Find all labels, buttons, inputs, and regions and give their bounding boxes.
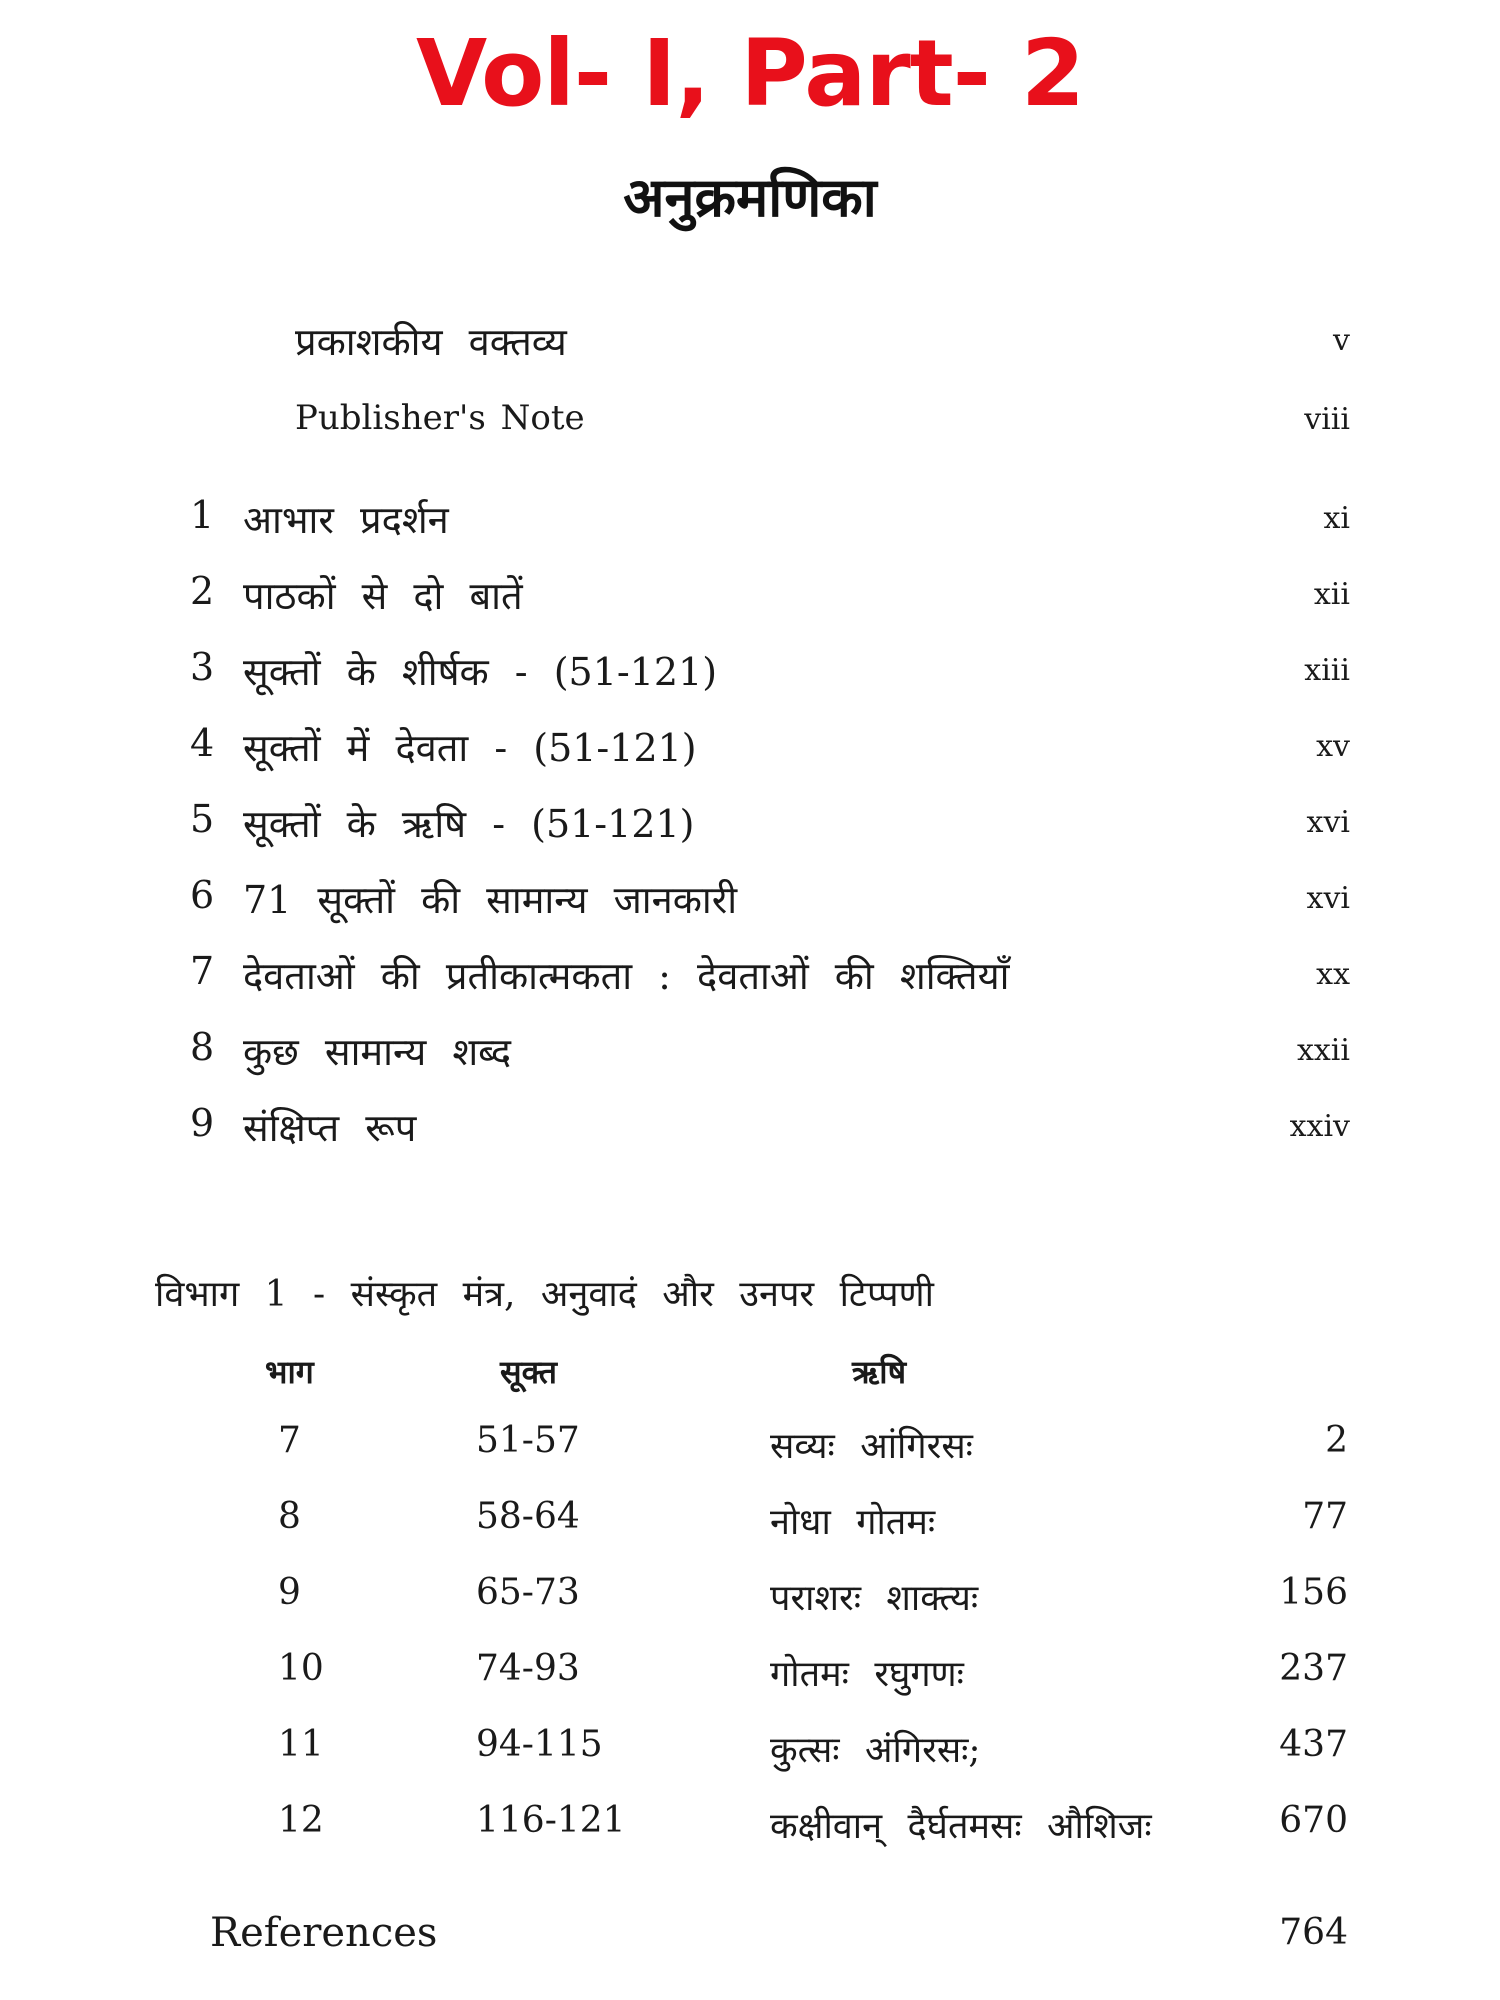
toc-preface-page: viii [1304, 402, 1350, 437]
toc-item-label: देवताओं की प्रतीकात्मकता : देवताओं की शक्तियाँ [243, 954, 1010, 998]
page-number: 2 [1325, 1420, 1348, 1461]
toc-item-page: xi [1323, 501, 1350, 536]
toc-item-number: 5 [190, 797, 215, 841]
part-number: 8 [278, 1496, 301, 1537]
column-header-rishi: ऋषि [852, 1353, 907, 1391]
rishi-name: सव्यः आंगिरसः [770, 1426, 973, 1467]
toc-item-row [0, 645, 1500, 705]
toc-item-page: xxii [1296, 1033, 1350, 1068]
toc-item-row [0, 569, 1500, 629]
toc-item-label: सूक्तों के शीर्षक - (51-121) [243, 650, 718, 694]
sukta-range: 65-73 [476, 1572, 580, 1613]
toc-item-page: xiii [1304, 653, 1350, 688]
toc-item-row [0, 873, 1500, 933]
sukta-range: 51-57 [476, 1420, 580, 1461]
table-row [0, 1420, 1500, 1480]
toc-item-row [0, 949, 1500, 1009]
references-page: 764 [1279, 1912, 1348, 1953]
rishi-name: नोधा गोतमः [770, 1502, 936, 1543]
rishi-name: कक्षीवान् दैर्घतमसः औशिजः [770, 1806, 1152, 1847]
table-row [0, 1648, 1500, 1708]
toc-preface-row [0, 315, 1500, 375]
toc-item-label: सूक्तों के ऋषि - (51-121) [243, 802, 695, 846]
part-number: 10 [278, 1648, 324, 1689]
toc-item-label: आभार प्रदर्शन [243, 498, 449, 542]
toc-preface-page: v [1333, 323, 1350, 358]
page-number: 156 [1279, 1572, 1348, 1613]
column-header-sukta: सूक्त [500, 1353, 558, 1391]
toc-item-page: xvi [1306, 805, 1350, 840]
toc-item-row [0, 721, 1500, 781]
rishi-name: गोतमः रघुगणः [770, 1654, 964, 1695]
toc-item-page: xx [1316, 957, 1350, 992]
section-heading: विभाग 1 - संस्कृत मंत्र, अनुवादं और उनपर टिप्पणी [155, 1274, 934, 1315]
page-number: 437 [1279, 1724, 1348, 1765]
toc-item-number: 1 [190, 493, 215, 537]
toc-item-page: xvi [1306, 881, 1350, 916]
sukta-range: 116-121 [476, 1800, 626, 1841]
toc-item-label: कुछ सामान्य शब्द [243, 1030, 511, 1074]
sukta-range: 94-115 [476, 1724, 603, 1765]
references-label: References [210, 1910, 438, 1956]
part-number: 12 [278, 1800, 324, 1841]
toc-item-page: xv [1316, 729, 1350, 764]
toc-item-number: 4 [190, 721, 215, 765]
volume-title: Vol- I, Part- 2 [416, 20, 1084, 127]
page-number: 77 [1302, 1496, 1348, 1537]
toc-item-number: 7 [190, 949, 215, 993]
column-header-part: भाग [265, 1353, 314, 1391]
table-row [0, 1496, 1500, 1556]
part-number: 9 [278, 1572, 301, 1613]
toc-item-label: संक्षिप्त रूप [243, 1106, 417, 1150]
part-number: 7 [278, 1420, 301, 1461]
table-row [0, 1800, 1500, 1860]
toc-heading: अनुक्रमणिका [623, 165, 877, 229]
toc-item-number: 6 [190, 873, 215, 917]
toc-item-row [0, 493, 1500, 553]
toc-item-page: xxiv [1289, 1109, 1350, 1144]
page-number: 237 [1279, 1648, 1348, 1689]
toc-item-label: सूक्तों में देवता - (51-121) [243, 726, 697, 770]
page-number: 670 [1279, 1800, 1348, 1841]
toc-item-page: xii [1313, 577, 1350, 612]
rishi-name: कुत्सः अंगिरसः; [770, 1730, 981, 1771]
toc-item-row [0, 797, 1500, 857]
toc-item-number: 3 [190, 645, 215, 689]
rishi-name: पराशरः शाक्त्यः [770, 1578, 979, 1619]
sukta-range: 58-64 [476, 1496, 580, 1537]
toc-item-row [0, 1101, 1500, 1161]
table-row [0, 1572, 1500, 1632]
toc-preface-label: Publisher's Note [295, 398, 585, 438]
toc-item-number: 2 [190, 569, 215, 613]
toc-item-label: 71 सूक्तों की सामान्य जानकारी [243, 878, 738, 922]
toc-preface-row [0, 398, 1500, 458]
toc-item-label: पाठकों से दो बातें [243, 574, 523, 618]
toc-preface-label: प्रकाशकीय वक्तव्य [295, 320, 567, 364]
toc-item-row [0, 1025, 1500, 1085]
sukta-range: 74-93 [476, 1648, 580, 1689]
toc-item-number: 9 [190, 1101, 215, 1145]
part-number: 11 [278, 1724, 324, 1765]
toc-item-number: 8 [190, 1025, 215, 1069]
table-row [0, 1724, 1500, 1784]
